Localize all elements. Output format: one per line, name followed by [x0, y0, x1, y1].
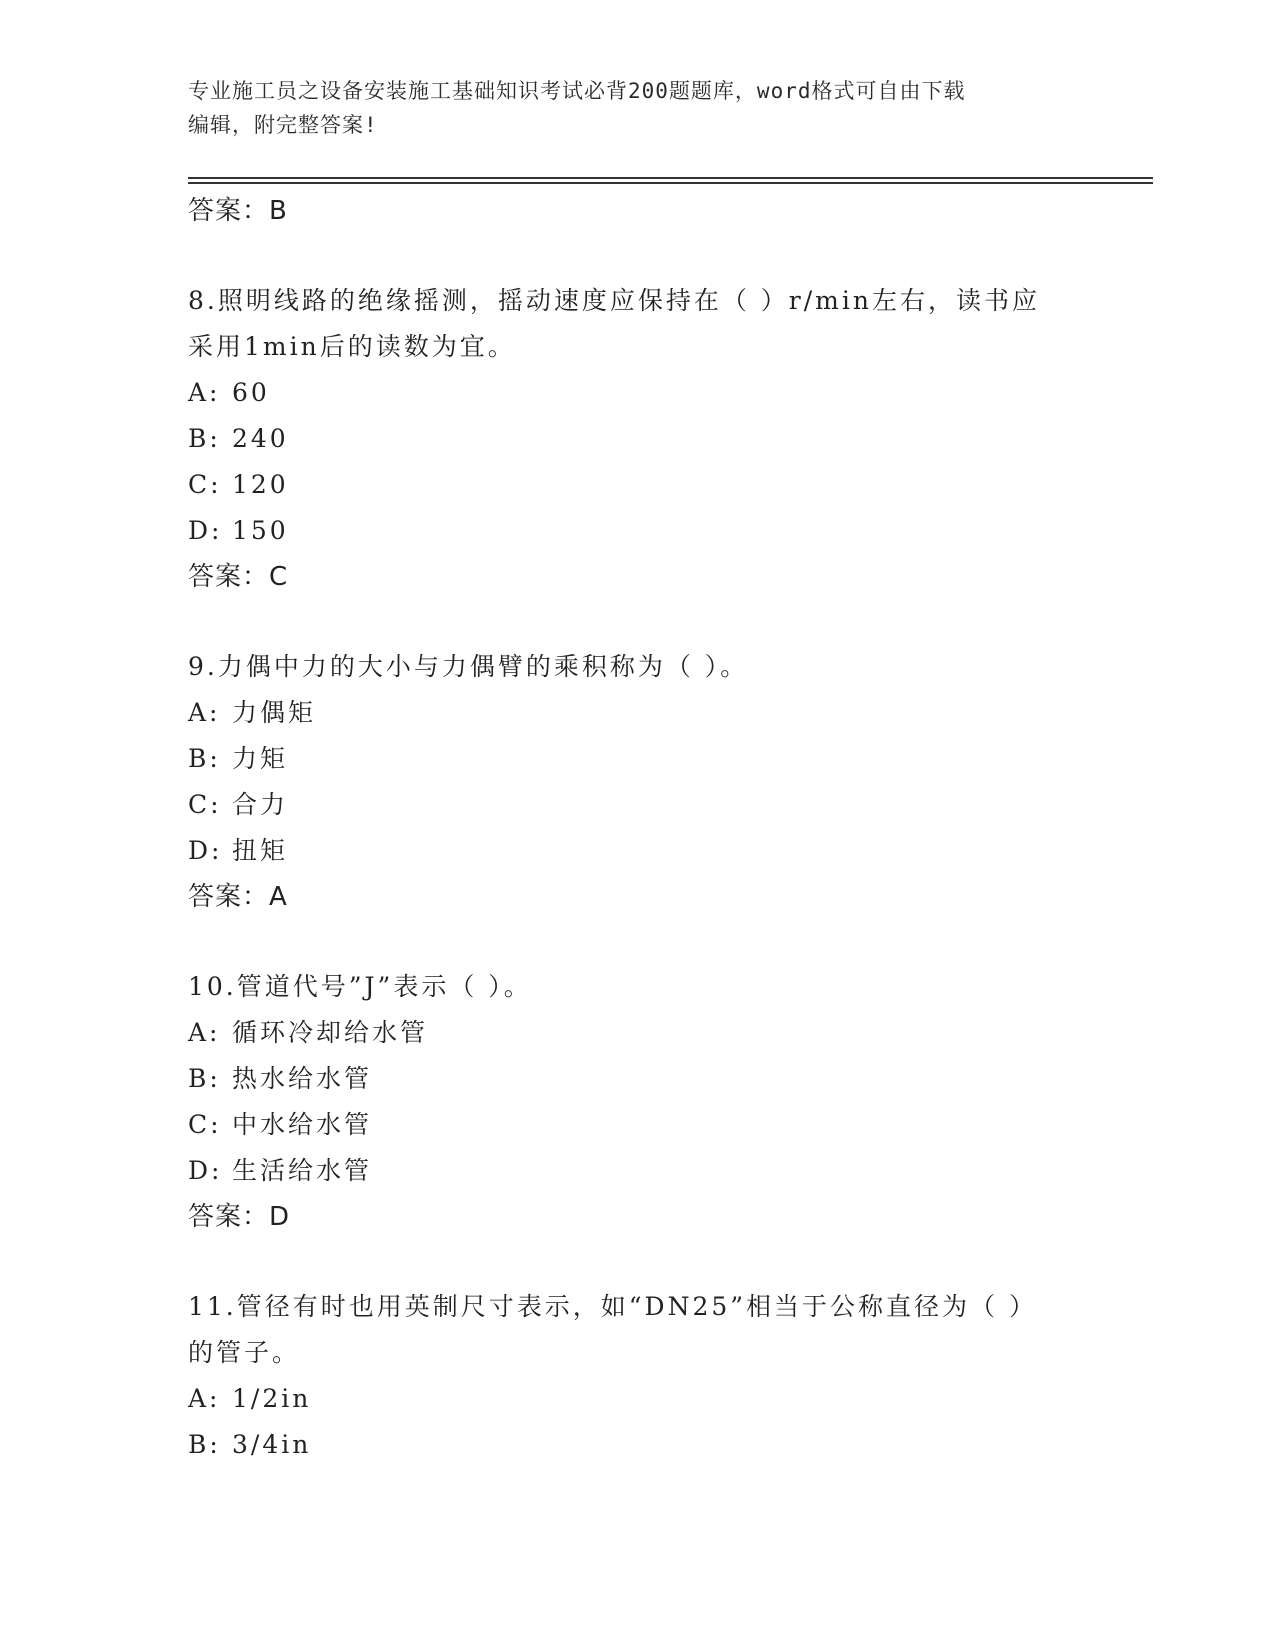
answer-line: 答案：D — [188, 1202, 291, 1232]
question-11 — [188, 1284, 1088, 1468]
option-b — [188, 416, 1088, 462]
option-letter: C: — [188, 1110, 222, 1139]
option-a — [188, 1010, 1088, 1056]
header-line-2: 编辑，附完整答案! — [188, 113, 378, 137]
option-text: 240 — [232, 424, 289, 453]
option-letter: A: — [188, 1018, 221, 1047]
document-header — [188, 74, 1088, 142]
option-b — [188, 1422, 1088, 1468]
spacer — [188, 920, 1088, 964]
question-9 — [188, 644, 1088, 920]
option-letter: B: — [188, 744, 221, 773]
question-8 — [188, 278, 1088, 600]
option-text: 60 — [232, 378, 270, 407]
option-text: 力矩 — [232, 744, 289, 773]
option-letter: D: — [188, 1156, 223, 1185]
header-divider-bottom — [188, 182, 1153, 184]
option-a — [188, 1376, 1088, 1422]
option-text: 150 — [232, 516, 289, 545]
option-letter: B: — [188, 1430, 221, 1459]
option-text: 中水给水管 — [232, 1110, 373, 1139]
answer-line: 答案：C — [188, 562, 289, 592]
option-c — [188, 1102, 1088, 1148]
option-text: 生活给水管 — [232, 1156, 373, 1185]
option-text: 力偶矩 — [232, 698, 317, 727]
previous-answer: 答案：B — [188, 196, 288, 226]
option-d — [188, 828, 1088, 874]
option-text: 合力 — [232, 790, 289, 819]
option-letter: C: — [188, 790, 222, 819]
option-a — [188, 690, 1088, 736]
option-text: 3/4in — [232, 1430, 312, 1459]
option-d — [188, 508, 1088, 554]
option-d — [188, 1148, 1088, 1194]
option-b — [188, 1056, 1088, 1102]
option-text: 120 — [232, 470, 289, 499]
option-letter: C: — [188, 470, 222, 499]
option-b — [188, 736, 1088, 782]
spacer — [188, 234, 1088, 278]
option-text: 1/2in — [232, 1384, 312, 1413]
option-text: 循环冷却给水管 — [232, 1018, 429, 1047]
question-text-line: 的管子。 — [188, 1338, 301, 1367]
spacer — [188, 1240, 1088, 1284]
option-letter: B: — [188, 1064, 221, 1093]
question-10 — [188, 964, 1088, 1240]
spacer — [188, 600, 1088, 644]
answer-line: 答案：A — [188, 882, 288, 912]
option-letter: D: — [188, 836, 223, 865]
question-text-line: 9.力偶中力的大小与力偶臂的乘积称为（ ）。 — [188, 652, 749, 681]
option-text: 扭矩 — [232, 836, 289, 865]
option-a — [188, 370, 1088, 416]
option-letter: A: — [188, 378, 221, 407]
option-letter: A: — [188, 1384, 221, 1413]
question-text-line: 11.管径有时也用英制尺寸表示，如“DN25”相当于公称直径为（ ） — [188, 1292, 1037, 1321]
question-text-line: 10.管道代号”J”表示（ ）。 — [188, 972, 532, 1001]
option-letter: B: — [188, 424, 221, 453]
question-text-line: 8.照明线路的绝缘摇测，摇动速度应保持在（ ）r/min左右，读书应 — [188, 286, 1040, 315]
question-text-line: 采用1min后的读数为宜。 — [188, 332, 516, 361]
question-list — [188, 188, 1088, 1468]
header-line-1: 专业施工员之设备安装施工基础知识考试必背200题题库，word格式可自由下载 — [188, 79, 966, 103]
header-divider-top — [188, 177, 1153, 179]
option-c — [188, 462, 1088, 508]
option-letter: D: — [188, 516, 223, 545]
option-text: 热水给水管 — [232, 1064, 373, 1093]
option-c — [188, 782, 1088, 828]
option-letter: A: — [188, 698, 221, 727]
